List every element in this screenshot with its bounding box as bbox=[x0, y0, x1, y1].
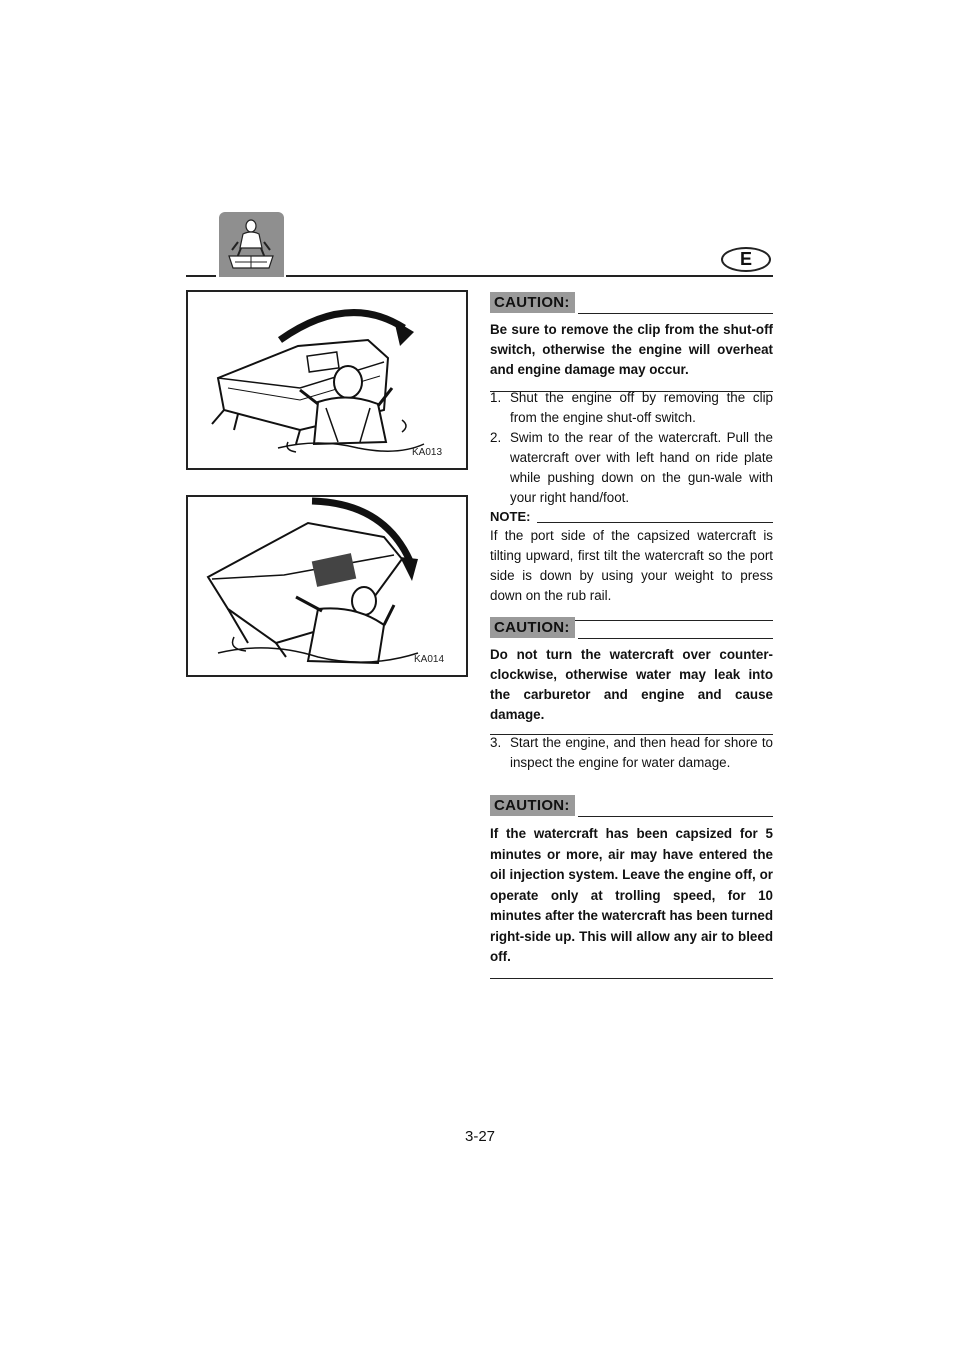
steps-list-1 bbox=[490, 388, 773, 508]
caution-end-rule bbox=[490, 978, 773, 979]
steps-list-2 bbox=[490, 733, 773, 773]
step-item bbox=[490, 388, 773, 428]
figure-code-label: KA013 bbox=[412, 447, 443, 458]
note-text: If the port side of the capsized watercraft is tilting upward, first tilt the watercraft so the port side is down by using your weight to press down on the rub rail. bbox=[490, 528, 773, 603]
note-rule bbox=[537, 522, 773, 523]
caution-block-1 bbox=[490, 292, 773, 392]
caution-label: CAUTION: bbox=[490, 292, 575, 313]
caution-rule bbox=[578, 638, 773, 639]
step-text: Swim to the rear of the watercraft. Pull the watercraft over with left hand on ride plate while pushing down on the gun-wale with your right hand/foot. bbox=[510, 430, 773, 505]
figure-code-label: KA014 bbox=[414, 654, 445, 665]
caution-label: CAUTION: bbox=[490, 795, 575, 816]
header-rule-right bbox=[286, 275, 773, 277]
step-text: Shut the engine off by removing the clip from the engine shut-off switch. bbox=[510, 390, 773, 425]
illustration-swimmer-pushing-gunwale bbox=[188, 497, 466, 675]
figure-righting-watercraft-1 bbox=[186, 290, 468, 470]
caution-rule bbox=[578, 816, 773, 817]
step-number: 1. bbox=[490, 390, 502, 405]
caution-block-2 bbox=[490, 617, 773, 735]
caution-heading bbox=[490, 617, 773, 639]
caution-heading bbox=[490, 795, 773, 817]
caution-text: Do not turn the watercraft over counter-clockwise, otherwise water may leak into the carburetor and engine and cause damage. bbox=[490, 647, 773, 722]
page-number: 3-27 bbox=[464, 1128, 496, 1145]
caution-text: Be sure to remove the clip from the shut-off switch, otherwise the engine will overheat and engine damage may occur. bbox=[490, 322, 773, 377]
step-number: 2. bbox=[490, 430, 502, 445]
step-item bbox=[490, 428, 773, 508]
caution-rule bbox=[578, 313, 773, 314]
rider-on-watercraft-icon bbox=[219, 212, 284, 277]
language-badge: E bbox=[721, 247, 771, 272]
note-heading bbox=[490, 508, 773, 526]
caution-heading bbox=[490, 292, 773, 314]
header-rule-left bbox=[186, 275, 216, 277]
step-number: 3. bbox=[490, 735, 502, 750]
step-item bbox=[490, 733, 773, 773]
caution-text: If the watercraft has been capsized for 5 minutes or more, air may have entered the oil injection system. Leave the engine off, or operate only at trolling speed, for 10 minutes after the watercraft has been turned right-side up. This will allow any air to bleed off. bbox=[490, 826, 773, 964]
caution-block-3 bbox=[490, 795, 773, 979]
illustration-swimmer-rolling-watercraft bbox=[188, 292, 466, 468]
caution-label: CAUTION: bbox=[490, 617, 575, 638]
note-block bbox=[490, 508, 773, 621]
step-text: Start the engine, and then head for shore to inspect the engine for water damage. bbox=[510, 735, 773, 770]
figure-righting-watercraft-2 bbox=[186, 495, 468, 677]
note-label: NOTE: bbox=[490, 509, 531, 524]
